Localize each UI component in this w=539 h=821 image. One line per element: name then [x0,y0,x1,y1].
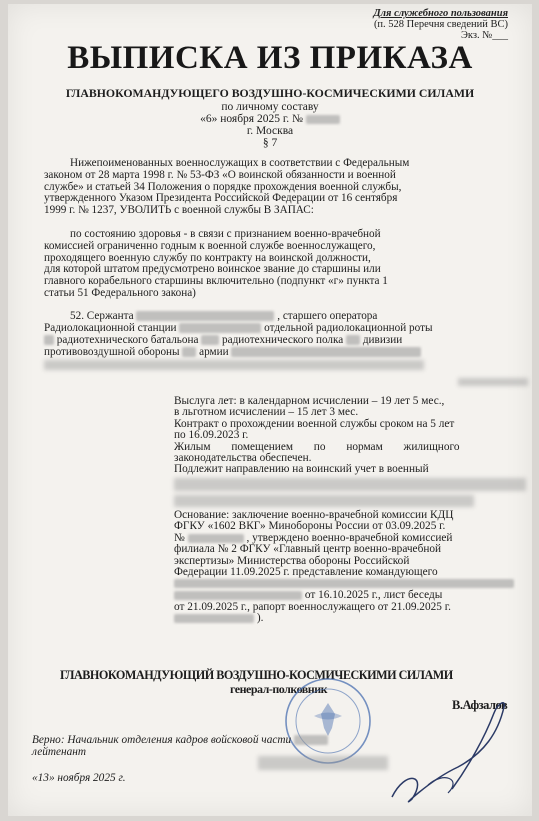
item-text: 52. Сержанта [70,310,134,322]
redacted-block [458,378,528,386]
basis-text: , утверждено военно-врачебной комиссией [246,531,453,544]
signature-rank: генерал-полковник [230,682,328,696]
official-seal [283,676,373,766]
detail-line: по 16.09.2023 г. [174,429,249,442]
marking-line-2: (п. 528 Перечня сведений ВС) [373,19,508,30]
basis-text: ). [256,612,264,625]
signature-org: ГЛАВНОКОМАНДУЮЩИЙ ВОЗДУШНО-КОСМИЧЕСКИМИ СИЛАМИ [60,668,453,682]
intro-paragraph [44,158,494,217]
redacted-field [179,323,261,333]
document-page [8,4,532,816]
item-text: , старшего оператора [277,310,378,322]
item-text: отдельной радиолокационной роты [264,322,433,334]
basis-line: Федерации 11.09.2025 г. представление командующего [174,566,438,579]
basis-block [174,510,526,625]
basis-line: экспертизы» Министерства обороны Российской [174,554,410,567]
detail-line: Жилым помещением по нормам жилищного [174,440,460,453]
footer-rank: лейтенант [32,746,87,758]
item-text: радиотехнического батальона [56,334,199,346]
header-city: г. Москва [246,125,294,137]
detail-line: законодательства обеспечен. [174,452,312,465]
intro-line: Нижепоименованных военнослужащих в соответствии с Федеральным [70,157,410,169]
handwritten-signature [388,689,518,809]
redacted-field [188,534,244,543]
redacted-field [174,591,302,600]
item-text: дивизии [362,334,403,346]
redacted-block [258,756,388,770]
redacted-field [182,347,196,357]
basis-line: от 21.09.2025 г., рапорт военнослужащего от 21.09.2025 г. [174,600,451,613]
redacted-field [231,347,421,357]
item-line-2 [44,322,433,334]
health-line: для которой штатом предусмотрено воинское звание до старшины или [44,263,381,276]
header-date-text: «6» ноября 2025 г. № [200,113,303,125]
footer-date: «13» ноября 2025 г. [32,772,126,784]
basis-line [174,613,526,624]
basis-line: ФГКУ «1602 ВКГ» Минобороны России от 03.09.2025 г. [174,520,446,533]
intro-line: утвержденного Указом Президента Российской Федерации от 16 сентября [44,192,398,205]
header-org: ГЛАВНОКОМАНДУЮЩЕГО ВОЗДУШНО-КОСМИЧЕСКИМИ СИЛАМИ [65,86,475,100]
item-line-1 [70,310,377,322]
health-line: статьи 51 Федерального закона) [44,286,196,299]
marking-line-3: Экз. №___ [460,30,508,41]
basis-line: филиала № 2 ФГКУ «Главный центр военно-врачебной [174,543,442,556]
redacted-block [44,360,424,370]
footer-verno [32,734,328,746]
health-line: главного корабельного старшины включительно (подпункт «г» пункта 1 [44,275,388,288]
header-section: § 7 [262,137,278,149]
redacted-block [174,478,526,491]
details-block [174,396,526,476]
detail-line: Подлежит направлению на воинский учет в военный [174,463,429,476]
health-line: комиссией ограниченно годным к военной службе военнослужащего, [44,239,376,252]
intro-line: 1999 г. № 1237, УВОЛИТЬ с военной службы В ЗАПАС: [44,204,314,217]
item-text: радиотехнического полка [222,334,344,346]
health-paragraph [44,229,494,300]
item-text: противовоздушной обороны [44,346,180,358]
basis-line: Основание: заключение военно-врачебной комиссии КДЦ [174,509,454,521]
redacted-field [346,335,360,345]
redacted-block [174,495,474,507]
document-title: ВЫПИСКА ИЗ ПРИКАЗА [67,40,473,76]
basis-text: от 16.10.2025 г., лист беседы [304,589,443,602]
health-line: по состоянию здоровья - в связи с признанием военно-врачебной [70,228,381,240]
redacted-field [201,335,219,345]
redacted-number [306,115,340,124]
health-line: проходящего военную службу по контракту на воинской должности, [44,251,371,264]
redacted-unit [294,735,328,745]
detail-line: в льготном исчислении – 15 лет 3 мес. [174,406,359,419]
classification-marking [373,8,508,41]
redacted-field [44,335,54,345]
footer-verno-text: Верно: Начальник отделения кадров войсковой части [32,734,292,746]
intro-line: законом от 28 марта 1998 г. № 53-ФЗ «О воинской обязанности и военной [44,168,396,181]
item-text: армии [199,346,229,358]
intro-line: службе» и статьей 34 Положения о порядке прохождения военной службы, [44,180,402,193]
item-line-3 [44,334,402,346]
item-text: Радиолокационной станции [44,322,177,334]
header-subject: по личному составу [221,101,319,113]
redacted-field [174,614,254,623]
signature-name: В.Афзалов [452,698,508,712]
basis-text: № [174,531,185,544]
marking-line-1: Для служебного пользования [373,8,508,19]
detail-line: Контракт о прохождении военной службы сроком на 5 лет [174,417,455,430]
redacted-name [136,311,274,321]
detail-line: Выслуга лет: в календарном исчислении – 19 лет 5 мес., [174,395,445,407]
redacted-field [174,579,514,588]
item-line-4 [44,346,421,358]
